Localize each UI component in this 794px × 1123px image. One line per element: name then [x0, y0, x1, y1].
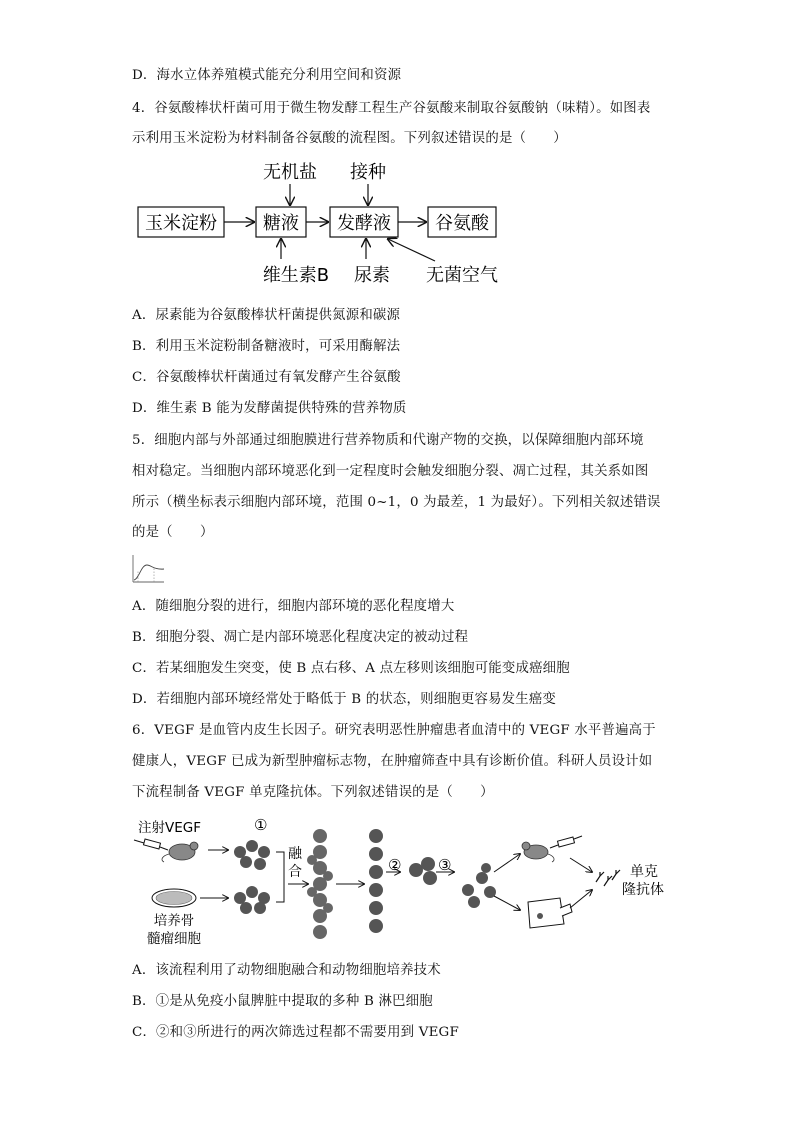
q4-stem-line-1: 4．谷氨酸棒状杆菌可用于微生物发酵工程生产谷氨酸来制取谷氨酸钠（味精）。如图表	[132, 101, 651, 116]
culture-myeloma-label-1: 培养骨	[153, 913, 195, 929]
arrow-flask-to-antibody	[570, 890, 592, 908]
positive-hybridoma-cluster	[462, 863, 496, 908]
q4-option-b: B．利用玉米淀粉制备糖液时，可采用酶解法	[132, 339, 401, 354]
syringe-icon	[134, 839, 168, 850]
step-1-label: ①	[254, 816, 268, 834]
culture-dish-icon	[152, 889, 196, 907]
q3-option-d: D．海水立体养殖模式能充分利用空间和资源	[132, 68, 402, 83]
graph-curve	[134, 565, 164, 580]
q6-option-a: A．该流程利用了动物细胞融合和动物细胞培养技术	[132, 963, 441, 978]
box-ferment-label: 发酵液	[337, 213, 391, 234]
q6-option-b: B．①是从免疫小鼠脾脏中提取的多种 B 淋巴细胞	[132, 994, 433, 1009]
syringe-icon	[550, 836, 582, 848]
step-2-label: ②	[388, 856, 402, 874]
input-urea-label: 尿素	[354, 265, 390, 286]
q5-stem-line-2: 相对稳定。当细胞内部环境恶化到一定程度时会触发细胞分裂、凋亡过程，其关系如图	[132, 464, 649, 479]
q5-stem-line-3: 所示（横坐标表示细胞内部环境，范围 0~1，0 为最差，1 为最好）。下列相关叙述错误	[132, 495, 661, 510]
fusion-label-1: 融	[288, 846, 302, 862]
input-salt-label: 无机盐	[263, 162, 317, 183]
q6-monoclonal-antibody-flow	[130, 812, 700, 952]
box-corn-starch-label: 玉米淀粉	[145, 213, 217, 234]
arrow-to-flask	[494, 896, 520, 910]
step-3-label: ③	[438, 856, 452, 874]
arrow-mouse-to-antibody	[570, 858, 592, 872]
q4-flow-diagram	[130, 155, 520, 295]
hybridoma-cell-column	[369, 829, 383, 933]
mouse-icon	[522, 842, 554, 862]
monoclonal-antibody-label-2: 隆抗体	[622, 882, 664, 898]
myeloma-cell-group	[234, 886, 270, 914]
input-inoculate-label: 接种	[350, 162, 386, 183]
box-glutamic-acid-label: 谷氨酸	[435, 213, 489, 234]
b-cell-group	[234, 840, 270, 870]
q5-option-c: C．若某细胞发生突变，使 B 点右移、A 点左移则该细胞可能变成癌细胞	[132, 661, 570, 676]
input-sterile-air-label: 无菌空气	[426, 265, 498, 286]
q6-stem-line-1: 6．VEGF 是血管内皮生长因子。研究表明恶性肿瘤患者血清中的 VEGF 水平普遍高于	[132, 723, 656, 738]
input-vitamin-b-label: 维生素B	[262, 265, 330, 286]
arrow-sterile-air	[388, 239, 435, 261]
fused-cell-column	[307, 829, 333, 939]
mouse-icon	[162, 842, 198, 862]
q4-option-a: A．尿素能为谷氨酸棒状杆菌提供氮源和碳源	[132, 308, 401, 323]
q6-stem-line-2: 健康人，VEGF 已成为新型肿瘤标志物，在肿瘤筛查中具有诊断价值。科研人员设计如	[132, 754, 653, 769]
q6-option-c: C．②和③所进行的两次筛选过程都不需要用到 VEGF	[132, 1025, 459, 1040]
q5-stem-line-1: 5．细胞内部与外部通过细胞膜进行营养物质和代谢产物的交换，以保障细胞内部环境	[132, 433, 644, 448]
q4-option-d: D．维生素 B 能为发酵菌提供特殊的营养物质	[132, 401, 407, 416]
culture-flask-icon	[528, 898, 572, 928]
inject-vegf-label: 注射VEGF	[138, 820, 201, 836]
q5-option-b: B．细胞分裂、凋亡是内部环境恶化程度决定的被动过程	[132, 630, 469, 645]
q5-small-graph-thumbnail	[130, 553, 166, 585]
q5-option-a: A．随细胞分裂的进行，细胞内部环境的恶化程度增大	[132, 599, 455, 614]
q6-stem-line-3: 下流程制备 VEGF 单克隆抗体。下列叙述错误的是（ ）	[132, 785, 494, 800]
q5-stem-line-4: 的是（ ）	[132, 525, 214, 540]
monoclonal-antibody-label-1: 单克	[630, 864, 658, 880]
culture-myeloma-label-2: 髓瘤细胞	[147, 931, 201, 947]
merge-bracket	[276, 852, 284, 902]
arrow-to-mouse	[494, 854, 520, 872]
fusion-label-2: 合	[288, 864, 302, 880]
q5-option-d: D．若细胞内部环境经常处于略低于 B 的状态，则细胞更容易发生癌变	[132, 692, 557, 707]
q4-stem-line-2: 示利用玉米淀粉为材料制备谷氨酸的流程图。下列叙述错误的是（ ）	[132, 131, 567, 146]
selected-cell-group	[409, 857, 437, 885]
antibody-icon	[596, 870, 620, 886]
q4-option-c: C．谷氨酸棒状杆菌通过有氧发酵产生谷氨酸	[132, 370, 401, 385]
box-sugar-label: 糖液	[263, 213, 299, 234]
